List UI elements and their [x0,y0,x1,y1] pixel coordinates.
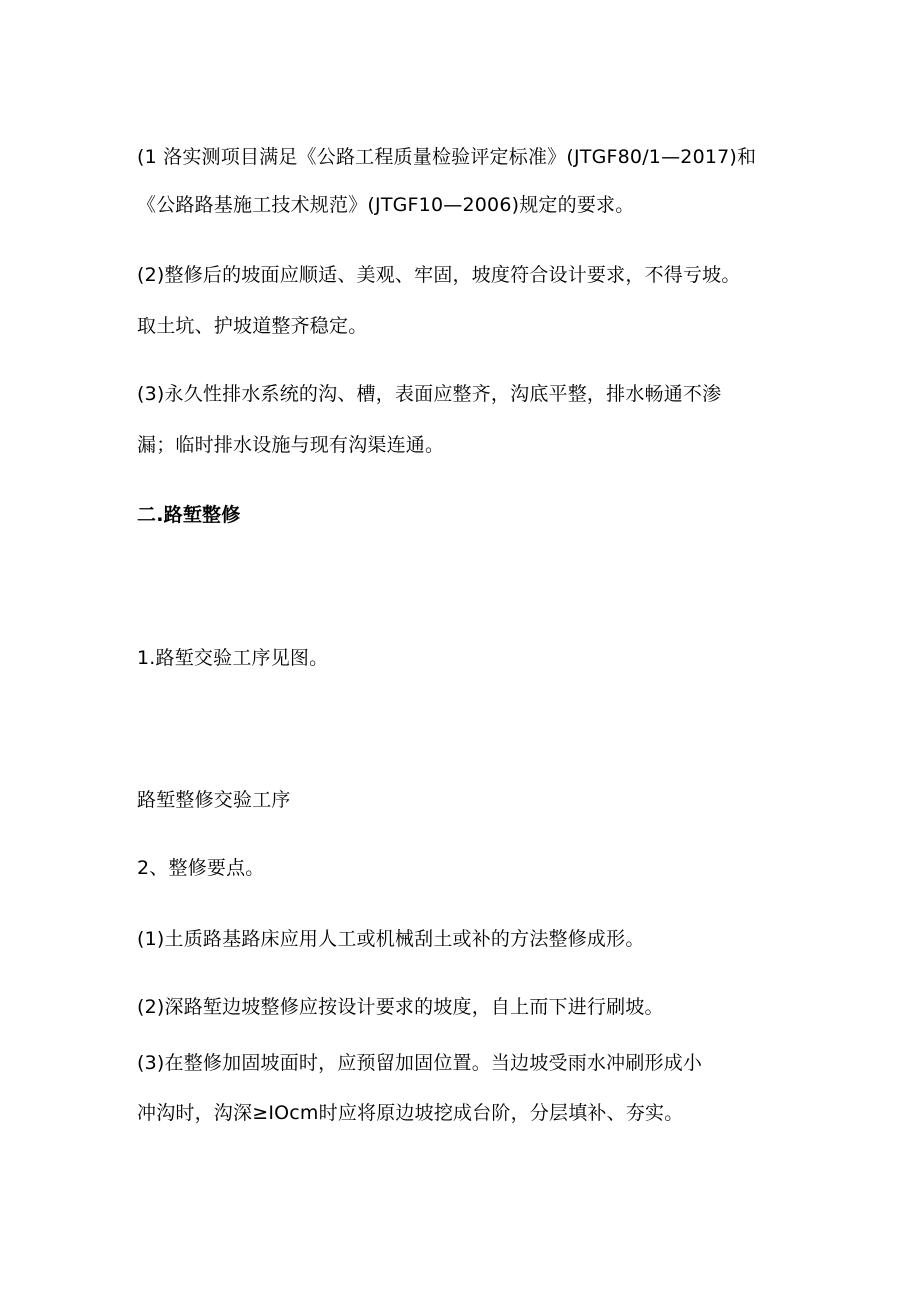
step1-text: 1.路堑交验工序见图。 [137,647,329,669]
item3-line1: (3)永久性排水系统的沟、槽，表面应整齐，沟底平整，排水畅通不渗 [137,383,722,405]
point3-line2: 冲沟时，沟深≥IOcm时应将原边坡挖成台阶，分层填补、夯实。 [137,1102,684,1124]
item1-line2: 《公路路基施工技术规范》(JTGF10—2006)规定的要求。 [137,194,635,216]
item3-line2: 漏；临时排水设施与现有沟渠连通。 [137,434,445,456]
point2-text: (2)深路堑边坡整修应按设计要求的坡度，自上而下进行刷坡。 [137,996,664,1018]
step2-text: 2、整修要点。 [137,857,265,879]
figure-caption: 路堑整修交验工序 [137,789,291,811]
point3-line1: (3)在整修加固坡面时，应预留加固位置。当边坡受雨水冲刷形成小 [137,1052,703,1074]
item2-line2: 取土坑、护坡道整齐稳定。 [137,315,368,337]
item2-line1: (2)整修后的坡面应顺适、美观、牢固，坡度符合设计要求，不得亏坡。 [137,264,741,286]
section-heading: 二.路堑整修 [137,504,241,526]
point1-text: (1)土质路基路床应用人工或机械刮土或补的方法整修成形。 [137,928,645,950]
item1-line1: (1 洛实测项目满足《公路工程质量检验评定标准》(JTGF80/1—2017)和 [137,146,757,168]
